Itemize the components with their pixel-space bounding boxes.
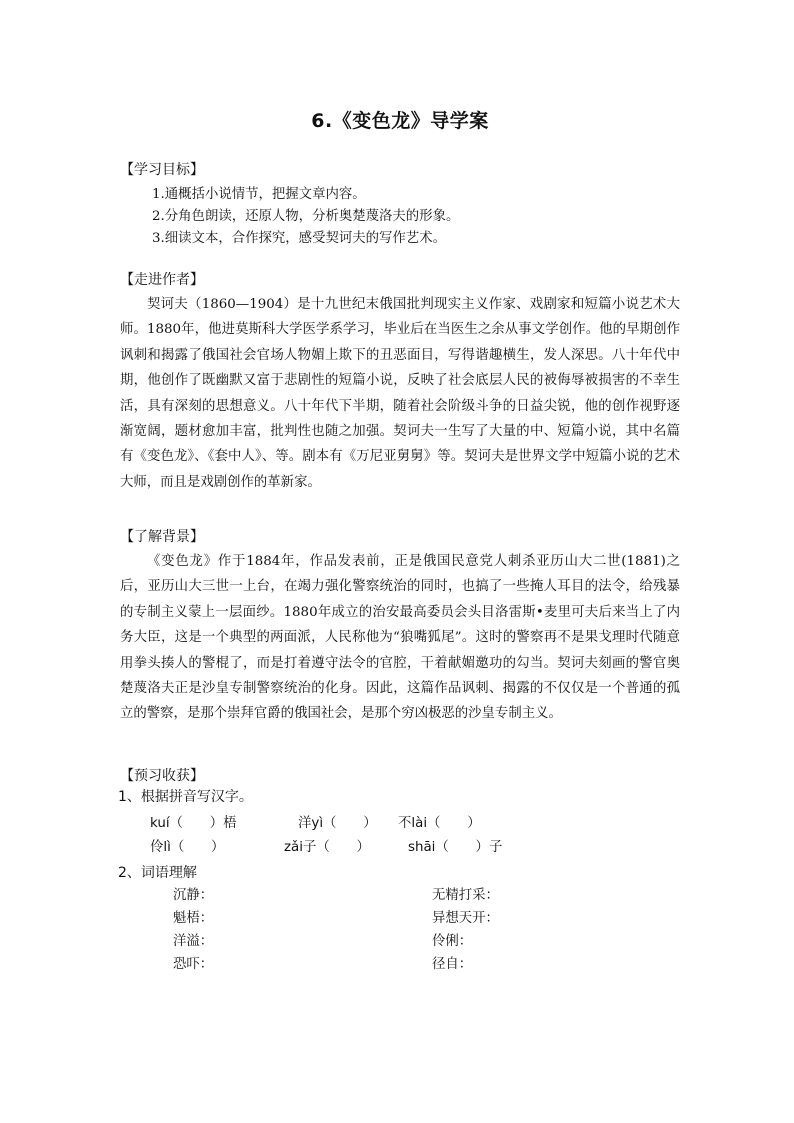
author-paragraph: 契诃夫（1860—1904）是十九世纪末俄国批判现实主义作家、戏剧家和短篇小说艺术大师。1880年，他进莫斯科大学医学系学习，毕业后在当医生之余从事文学创作。他的早期创作讽刺和揭露了俄国社会官场人物媚上欺下的丑恶面目，写得谐趣横生，发人深思。八十年代中期，他创作了既幽默又富于悲剧性的短篇小说，反映了社会底层人民的被侮辱被损害的不幸生活，具有深刻的思想意义。八十年代下半期，随着社会阶级斗争的日益尖锐，他的创作视野逐渐宽阔，题材愈加丰富，批判性也随之加强。契诃夫一生写了大量的中、短篇小说，其中名篇有《变色龙》、《套中人》、等。剧本有《万尼亚舅舅》等。契诃夫是世界文学中短篇小说的艺术大师，而且是戏剧创作的革新家。 xyxy=(120,297,680,490)
section-heading-author: 【走进作者】 xyxy=(120,272,204,288)
goal-item: 2.分角色朗读，还原人物，分析奥楚蔑洛夫的形象。 xyxy=(152,209,460,224)
vocab-term: 异想天开： xyxy=(432,911,499,926)
vocab-term: 魁梧： xyxy=(173,911,214,926)
section-background xyxy=(120,527,680,727)
background-paragraph: 《变色龙》作于1884年，作品发表前，正是俄国民意党人刺杀亚历山大二世(1881)之后，亚历山大三世一上台，在竭力强化警察统治的同时，也搞了一些掩人耳目的法令，给残暴的专制主义蒙上一层面纱。1880年成立的治安最高委员会头目洛雷斯•麦里可夫后来当上了内务大臣，这是一个典型的两面派，人民称他为“狼嘴狐尾”。这时的警察再不是果戈理时代随意用拳头揍人的警棍了，而是打着遵守法令的官腔，干着献媚邀功的勾当。契诃夫刻画的警官奥楚蔑洛夫正是沙皇专制警察统治的化身。因此，这篇作品讽刺、揭露的不仅仅是一个普通的孤立的警察，是那个崇拜官爵的俄国社会，是那个穷凶极恶的沙皇专制主义。 xyxy=(120,554,680,722)
section-heading-background: 【了解背景】 xyxy=(120,529,204,545)
section-heading-preview: 【预习收获】 xyxy=(120,768,204,784)
goal-list xyxy=(120,184,680,250)
pinyin-blank[interactable]: 伶lì（ ） xyxy=(150,840,225,855)
section-author xyxy=(120,270,680,495)
vocab-term: 洋溢： xyxy=(173,934,214,949)
pinyin-blank[interactable]: 洋yì（ ） xyxy=(298,816,377,831)
vocab-row xyxy=(120,884,680,907)
question-1-title: 1、根据拼音写汉字。 xyxy=(118,789,253,805)
pinyin-blank[interactable]: shāi（ ）子 xyxy=(408,840,503,855)
section-learning-goals xyxy=(120,160,680,250)
vocab-term: 恐吓： xyxy=(173,957,214,972)
page-title: 6.《变色龙》导学案 xyxy=(311,110,489,132)
pinyin-row-2 xyxy=(120,836,680,860)
goal-item: 3.细读文本，合作探究，感受契诃夫的写作艺术。 xyxy=(152,231,446,246)
section-heading-goals: 【学习目标】 xyxy=(120,162,204,178)
section-preview xyxy=(120,766,680,976)
vocab-term: 径自： xyxy=(432,957,473,972)
vocab-term: 无精打采： xyxy=(432,888,499,903)
vocab-row xyxy=(120,907,680,930)
vocab-row xyxy=(120,930,680,953)
goal-item: 1.通概括小说情节，把握文章内容。 xyxy=(152,187,366,202)
pinyin-blank[interactable]: zǎi子（ ） xyxy=(284,840,370,855)
pinyin-blank[interactable]: 不lài（ ） xyxy=(398,816,481,831)
question-2-title: 2、词语理解 xyxy=(118,865,197,881)
pinyin-row-1 xyxy=(120,812,680,836)
vocab-term: 沉静： xyxy=(173,888,214,903)
pinyin-blank[interactable]: kuí（ ）梧 xyxy=(150,816,237,831)
vocab-row xyxy=(120,953,680,976)
vocab-term: 伶俐： xyxy=(432,934,473,949)
